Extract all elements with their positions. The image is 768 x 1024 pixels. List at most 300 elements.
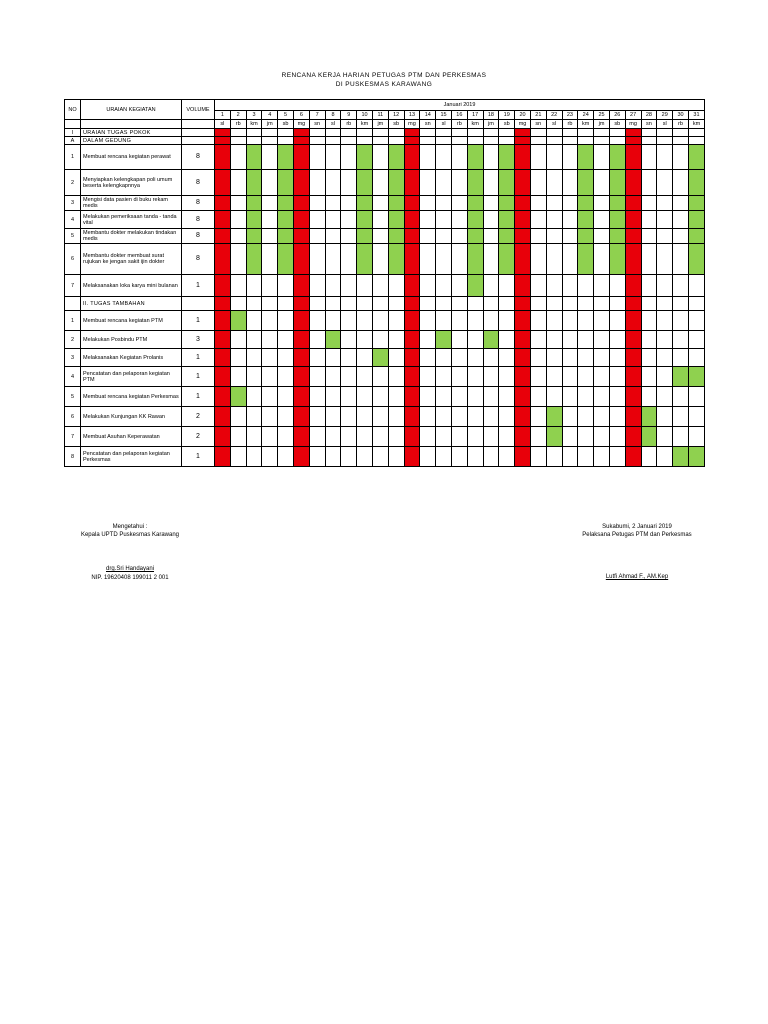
holiday-cell: [293, 297, 309, 311]
volume-value: 3: [182, 331, 215, 349]
day-name: mg: [625, 120, 641, 129]
day-cell: [609, 427, 625, 447]
day-cell: [641, 196, 657, 211]
head-title: Kepala UPTD Puskesmas Karawang: [80, 532, 180, 538]
scheduled-cell: [578, 145, 594, 170]
day-cell: [262, 196, 278, 211]
row-number: 1: [65, 311, 81, 331]
day-cell: [357, 447, 373, 467]
day-number: 21: [530, 111, 546, 120]
scheduled-cell: [357, 211, 373, 229]
holiday-cell: [293, 447, 309, 467]
holiday-cell: [404, 145, 420, 170]
day-cell: [357, 367, 373, 387]
day-cell: [673, 349, 689, 367]
day-cell: [246, 331, 262, 349]
day-cell: [641, 211, 657, 229]
day-cell: [278, 367, 294, 387]
day-number: 25: [594, 111, 610, 120]
day-cell: [341, 367, 357, 387]
holiday-cell: [404, 137, 420, 145]
scheduled-cell: [467, 196, 483, 211]
officer-name: Lutfi Ahmad F., AM.Kep: [605, 574, 669, 580]
day-cell: [325, 196, 341, 211]
row-number: 6: [65, 244, 81, 275]
holiday-cell: [625, 244, 641, 275]
holiday-cell: [515, 427, 531, 447]
day-name: rb: [451, 120, 467, 129]
activity-description: Menyiapkan kelengkapan poli umum beserta kelengkapnnya: [81, 170, 182, 196]
day-cell: [278, 331, 294, 349]
day-cell: [594, 367, 610, 387]
day-cell: [372, 297, 388, 311]
day-cell: [420, 170, 436, 196]
day-number: 26: [609, 111, 625, 120]
day-cell: [262, 145, 278, 170]
day-cell: [641, 229, 657, 244]
day-cell: [325, 367, 341, 387]
day-cell: [309, 387, 325, 407]
header-no: NO: [65, 100, 81, 120]
holiday-cell: [515, 447, 531, 467]
day-cell: [673, 244, 689, 275]
section-row: [65, 137, 705, 145]
day-cell: [278, 129, 294, 137]
day-cell: [530, 367, 546, 387]
section-label: URAIAN TUGAS POKOK: [81, 129, 182, 137]
day-cell: [388, 297, 404, 311]
day-cell: [372, 367, 388, 387]
day-cell: [372, 211, 388, 229]
day-cell: [341, 211, 357, 229]
day-cell: [641, 311, 657, 331]
row-number: 3: [65, 196, 81, 211]
day-cell: [230, 229, 246, 244]
day-cell: [530, 349, 546, 367]
day-cell: [372, 137, 388, 145]
header-volume: VOLUME: [182, 100, 215, 120]
scheduled-cell: [246, 170, 262, 196]
day-cell: [657, 211, 673, 229]
day-cell: [609, 275, 625, 297]
day-cell: [594, 244, 610, 275]
volume-value: 8: [182, 211, 215, 229]
scheduled-cell: [609, 211, 625, 229]
day-cell: [372, 275, 388, 297]
day-cell: [388, 331, 404, 349]
row-number: I: [65, 129, 81, 137]
scheduled-cell: [357, 244, 373, 275]
day-cell: [420, 407, 436, 427]
day-cell: [325, 211, 341, 229]
holiday-cell: [625, 211, 641, 229]
day-cell: [436, 311, 452, 331]
day-cell: [451, 196, 467, 211]
day-cell: [420, 211, 436, 229]
day-cell: [246, 129, 262, 137]
volume-value: 2: [182, 427, 215, 447]
day-cell: [499, 129, 515, 137]
day-cell: [420, 367, 436, 387]
scheduled-cell: [483, 331, 499, 349]
holiday-cell: [215, 297, 231, 311]
day-cell: [451, 427, 467, 447]
day-cell: [262, 447, 278, 467]
blank-cell: [182, 120, 215, 129]
day-cell: [325, 229, 341, 244]
day-cell: [483, 145, 499, 170]
day-cell: [230, 407, 246, 427]
day-name: sb: [388, 120, 404, 129]
day-cell: [499, 275, 515, 297]
day-cell: [325, 447, 341, 467]
holiday-cell: [293, 311, 309, 331]
day-cell: [388, 349, 404, 367]
day-cell: [530, 229, 546, 244]
day-number: 1: [215, 111, 231, 120]
holiday-cell: [293, 211, 309, 229]
day-cell: [499, 427, 515, 447]
scheduled-cell: [246, 211, 262, 229]
day-cell: [262, 349, 278, 367]
day-cell: [673, 170, 689, 196]
activity-description: Membuat rencana kegiatan perawat: [81, 145, 182, 170]
day-cell: [467, 311, 483, 331]
holiday-cell: [215, 137, 231, 145]
row-number: 6: [65, 407, 81, 427]
day-cell: [641, 367, 657, 387]
day-cell: [530, 196, 546, 211]
day-name: mg: [404, 120, 420, 129]
day-cell: [688, 311, 704, 331]
day-cell: [641, 331, 657, 349]
scheduled-cell: [372, 349, 388, 367]
day-cell: [641, 244, 657, 275]
day-name: sl: [657, 120, 673, 129]
day-cell: [483, 196, 499, 211]
day-cell: [562, 137, 578, 145]
holiday-cell: [293, 427, 309, 447]
day-cell: [309, 311, 325, 331]
day-cell: [436, 407, 452, 427]
day-cell: [309, 447, 325, 467]
day-cell: [609, 311, 625, 331]
day-cell: [451, 349, 467, 367]
day-cell: [562, 211, 578, 229]
holiday-cell: [515, 367, 531, 387]
day-number: 27: [625, 111, 641, 120]
day-cell: [594, 129, 610, 137]
day-cell: [609, 387, 625, 407]
day-cell: [483, 407, 499, 427]
holiday-cell: [215, 129, 231, 137]
day-cell: [657, 311, 673, 331]
day-cell: [562, 311, 578, 331]
task-row: [65, 331, 705, 349]
day-cell: [499, 367, 515, 387]
day-cell: [325, 407, 341, 427]
scheduled-cell: [325, 331, 341, 349]
day-cell: [451, 129, 467, 137]
day-cell: [578, 275, 594, 297]
day-cell: [357, 275, 373, 297]
scheduled-cell: [436, 331, 452, 349]
day-cell: [546, 211, 562, 229]
holiday-cell: [293, 367, 309, 387]
row-number: 5: [65, 387, 81, 407]
day-cell: [451, 211, 467, 229]
task-row: [65, 244, 705, 275]
day-number: 4: [262, 111, 278, 120]
holiday-cell: [293, 349, 309, 367]
holiday-cell: [404, 196, 420, 211]
day-cell: [372, 387, 388, 407]
holiday-cell: [625, 427, 641, 447]
day-cell: [278, 407, 294, 427]
scheduled-cell: [388, 145, 404, 170]
holiday-cell: [515, 387, 531, 407]
day-cell: [341, 297, 357, 311]
day-cell: [609, 137, 625, 145]
scheduled-cell: [688, 229, 704, 244]
day-cell: [657, 367, 673, 387]
day-number: 7: [309, 111, 325, 120]
day-cell: [246, 137, 262, 145]
day-cell: [657, 331, 673, 349]
day-cell: [483, 170, 499, 196]
scheduled-cell: [467, 145, 483, 170]
day-cell: [657, 244, 673, 275]
day-cell: [594, 170, 610, 196]
day-cell: [420, 196, 436, 211]
day-cell: [341, 229, 357, 244]
day-cell: [688, 331, 704, 349]
day-number: 16: [451, 111, 467, 120]
scheduled-cell: [246, 244, 262, 275]
day-cell: [278, 427, 294, 447]
day-cell: [436, 196, 452, 211]
holiday-cell: [515, 196, 531, 211]
day-cell: [546, 311, 562, 331]
activity-description: Melakukan pemeriksaan tanda - tanda vital: [81, 211, 182, 229]
day-number: 6: [293, 111, 309, 120]
header-month: Januari 2019: [215, 100, 705, 111]
holiday-cell: [625, 297, 641, 311]
day-cell: [467, 297, 483, 311]
day-cell: [609, 447, 625, 467]
day-cell: [451, 137, 467, 145]
day-name: km: [467, 120, 483, 129]
row-number: 4: [65, 367, 81, 387]
task-row: [65, 387, 705, 407]
day-cell: [341, 447, 357, 467]
volume-value: [182, 137, 215, 145]
holiday-cell: [404, 129, 420, 137]
day-cell: [562, 331, 578, 349]
day-cell: [357, 331, 373, 349]
day-cell: [278, 137, 294, 145]
day-name: jm: [262, 120, 278, 129]
holiday-cell: [293, 196, 309, 211]
day-cell: [309, 129, 325, 137]
day-cell: [372, 145, 388, 170]
scheduled-cell: [688, 170, 704, 196]
day-cell: [483, 137, 499, 145]
day-cell: [230, 170, 246, 196]
day-cell: [230, 129, 246, 137]
day-cell: [388, 137, 404, 145]
holiday-cell: [625, 196, 641, 211]
holiday-cell: [515, 407, 531, 427]
day-cell: [483, 129, 499, 137]
day-cell: [657, 137, 673, 145]
day-cell: [388, 367, 404, 387]
day-cell: [483, 297, 499, 311]
holiday-cell: [515, 349, 531, 367]
day-cell: [420, 447, 436, 467]
day-cell: [483, 387, 499, 407]
day-cell: [388, 275, 404, 297]
holiday-cell: [293, 387, 309, 407]
day-cell: [309, 367, 325, 387]
day-cell: [483, 211, 499, 229]
day-cell: [436, 244, 452, 275]
day-cell: [341, 275, 357, 297]
day-name: sb: [499, 120, 515, 129]
volume-value: 8: [182, 196, 215, 211]
document-title: RENCANA KERJA HARIAN PETUGAS PTM DAN PERKESMAS: [281, 72, 487, 79]
volume-value: 2: [182, 407, 215, 427]
scheduled-cell: [357, 170, 373, 196]
day-name: sb: [278, 120, 294, 129]
scheduled-cell: [388, 170, 404, 196]
day-cell: [325, 244, 341, 275]
scheduled-cell: [467, 170, 483, 196]
activity-description: Melaksanakan loka karya mini bulanan: [81, 275, 182, 297]
day-cell: [609, 407, 625, 427]
day-cell: [562, 447, 578, 467]
holiday-cell: [293, 129, 309, 137]
day-cell: [467, 367, 483, 387]
day-cell: [309, 196, 325, 211]
scheduled-cell: [688, 211, 704, 229]
scheduled-cell: [388, 229, 404, 244]
holiday-cell: [293, 275, 309, 297]
activity-description: Melaksanakan Kegiatan Prolanis: [81, 349, 182, 367]
day-cell: [309, 170, 325, 196]
day-cell: [262, 297, 278, 311]
day-cell: [357, 311, 373, 331]
day-cell: [562, 244, 578, 275]
day-number: 29: [657, 111, 673, 120]
day-cell: [451, 275, 467, 297]
day-number: 3: [246, 111, 262, 120]
day-number: 28: [641, 111, 657, 120]
day-cell: [609, 349, 625, 367]
scheduled-cell: [278, 211, 294, 229]
day-cell: [594, 137, 610, 145]
day-cell: [341, 387, 357, 407]
day-name: jm: [594, 120, 610, 129]
day-cell: [578, 311, 594, 331]
day-number: 10: [357, 111, 373, 120]
day-cell: [246, 311, 262, 331]
day-cell: [451, 170, 467, 196]
holiday-cell: [215, 331, 231, 349]
day-cell: [246, 387, 262, 407]
day-cell: [562, 170, 578, 196]
day-cell: [325, 275, 341, 297]
day-name: sn: [641, 120, 657, 129]
day-cell: [230, 211, 246, 229]
day-cell: [594, 229, 610, 244]
holiday-cell: [215, 407, 231, 427]
volume-value: [182, 129, 215, 137]
scheduled-cell: [499, 244, 515, 275]
day-cell: [341, 129, 357, 137]
holiday-cell: [215, 349, 231, 367]
day-cell: [262, 367, 278, 387]
day-cell: [372, 170, 388, 196]
task-row: [65, 407, 705, 427]
day-cell: [483, 367, 499, 387]
day-cell: [641, 145, 657, 170]
holiday-cell: [293, 229, 309, 244]
holiday-cell: [515, 275, 531, 297]
volume-value: 1: [182, 447, 215, 467]
row-number: 4: [65, 211, 81, 229]
day-cell: [420, 129, 436, 137]
day-cell: [467, 427, 483, 447]
day-cell: [420, 311, 436, 331]
holiday-cell: [515, 145, 531, 170]
day-cell: [562, 297, 578, 311]
holiday-cell: [625, 129, 641, 137]
day-cell: [546, 447, 562, 467]
day-cell: [436, 367, 452, 387]
day-cell: [262, 244, 278, 275]
day-cell: [246, 427, 262, 447]
day-cell: [436, 275, 452, 297]
schedule-table: [64, 99, 705, 467]
day-cell: [688, 407, 704, 427]
day-cell: [246, 367, 262, 387]
volume-value: 1: [182, 367, 215, 387]
day-cell: [341, 170, 357, 196]
row-number: 7: [65, 275, 81, 297]
day-cell: [657, 229, 673, 244]
scheduled-cell: [578, 196, 594, 211]
day-cell: [436, 427, 452, 447]
holiday-cell: [625, 275, 641, 297]
day-cell: [372, 447, 388, 467]
day-cell: [562, 349, 578, 367]
volume-value: 8: [182, 170, 215, 196]
day-cell: [562, 145, 578, 170]
task-row: [65, 447, 705, 467]
scheduled-cell: [499, 145, 515, 170]
day-cell: [483, 447, 499, 467]
volume-value: 1: [182, 275, 215, 297]
holiday-cell: [625, 145, 641, 170]
holiday-cell: [215, 275, 231, 297]
head-name: drg.Sri Handayani: [105, 566, 155, 572]
scheduled-cell: [641, 427, 657, 447]
day-cell: [483, 311, 499, 331]
scheduled-cell: [499, 229, 515, 244]
day-cell: [230, 137, 246, 145]
day-cell: [641, 349, 657, 367]
